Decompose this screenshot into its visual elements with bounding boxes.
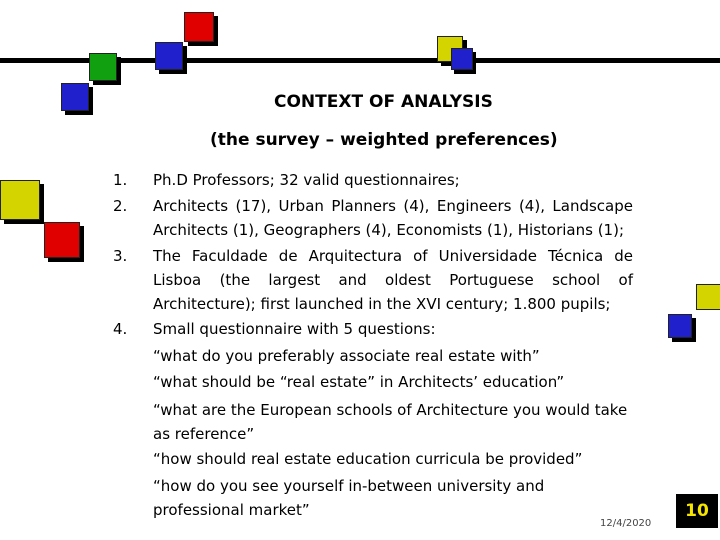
yellow-square-decoration-left <box>0 180 40 220</box>
blue-square-decoration-left <box>61 83 89 111</box>
blue-square-decoration-top-right <box>451 48 473 70</box>
red-square-decoration <box>184 12 214 42</box>
list-item-number: 3. <box>113 247 128 265</box>
question-text: “how should real estate education curricula be provided” <box>153 450 583 468</box>
question-text: “what do you preferably associate real estate with” <box>153 347 540 365</box>
slide-date: 12/4/2020 <box>600 518 652 529</box>
red-square-decoration-left <box>44 222 80 258</box>
list-item-text: Ph.D Professors; 32 valid questionnaires; <box>153 171 460 189</box>
list-item-number: 1. <box>113 171 128 189</box>
question-text: “what are the European schools of Architecture you would take as reference” <box>153 401 628 443</box>
question-text: “what should be “real estate” in Architects’ education” <box>153 373 565 391</box>
list-item-text: The Faculdade de Arquitectura of Universidade Técnica de Lisboa (the largest and oldest Portuguese school of Architecture); first launched in the XVI century; 1.800 pupils; <box>153 247 633 313</box>
list-item-text: Architects (17), Urban Planners (4), Engineers (4), Landscape Architects (1), Geographers (4), Economists (1), Historians (1); <box>153 197 633 239</box>
list-item-number: 4. <box>113 320 128 338</box>
yellow-square-decoration-right <box>696 284 720 310</box>
blue-square-decoration-top <box>155 42 183 70</box>
question-text: “how do you see yourself in-between university and professional market” <box>153 477 545 519</box>
list-item-number: 2. <box>113 197 128 215</box>
blue-square-decoration-right <box>668 314 692 338</box>
slide-title: CONTEXT OF ANALYSIS <box>274 92 493 112</box>
page-number: 10 <box>676 494 718 528</box>
green-square-decoration <box>89 53 117 81</box>
list-item-text: Small questionnaire with 5 questions: <box>153 320 436 338</box>
slide-subtitle: (the survey – weighted preferences) <box>210 130 558 150</box>
